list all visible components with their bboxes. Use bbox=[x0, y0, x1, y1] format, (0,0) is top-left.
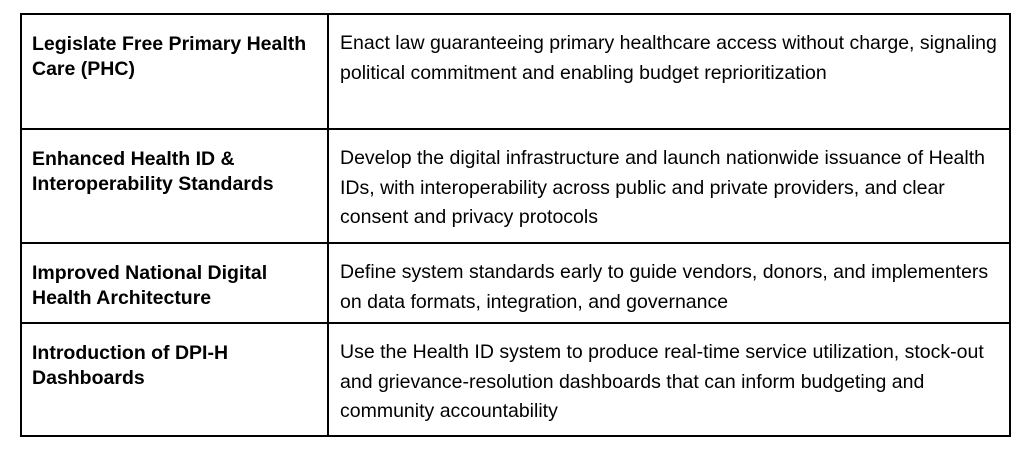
row-title-cell bbox=[21, 14, 328, 129]
row-title-cell bbox=[21, 323, 328, 436]
row-title: Enhanced Health ID & Interoperability Standards bbox=[32, 148, 274, 195]
row-description-cell bbox=[328, 14, 1010, 129]
row-title: Improved National Digital Health Architecture bbox=[32, 262, 268, 309]
row-description-cell bbox=[328, 243, 1010, 323]
row-description: Define system standards early to guide vendors, donors, and implementers on data formats, integration, and governance bbox=[340, 261, 989, 313]
row-description: Enact law guaranteeing primary healthcare access without charge, signaling political commitment and enabling budget reprioritization bbox=[340, 32, 997, 84]
row-description: Develop the digital infrastructure and launch nationwide issuance of Health IDs, with interoperability across public and private providers, and clear consent and privacy protocols bbox=[340, 147, 985, 228]
row-title: Introduction of DPI-H Dashboards bbox=[32, 342, 229, 389]
table-row bbox=[21, 14, 1010, 129]
row-title-cell bbox=[21, 129, 328, 243]
row-description-cell bbox=[328, 129, 1010, 243]
policy-table-body bbox=[21, 14, 1010, 436]
row-description-cell bbox=[328, 323, 1010, 436]
table-row bbox=[21, 323, 1010, 436]
row-title: Legislate Free Primary Health Care (PHC) bbox=[32, 33, 307, 80]
table-row bbox=[21, 243, 1010, 323]
row-title-cell bbox=[21, 243, 328, 323]
policy-table bbox=[20, 13, 1011, 437]
table-row bbox=[21, 129, 1010, 243]
row-description: Use the Health ID system to produce real-time service utilization, stock-out and grievance-resolution dashboards that can inform budgeting and community accountability bbox=[340, 341, 984, 422]
